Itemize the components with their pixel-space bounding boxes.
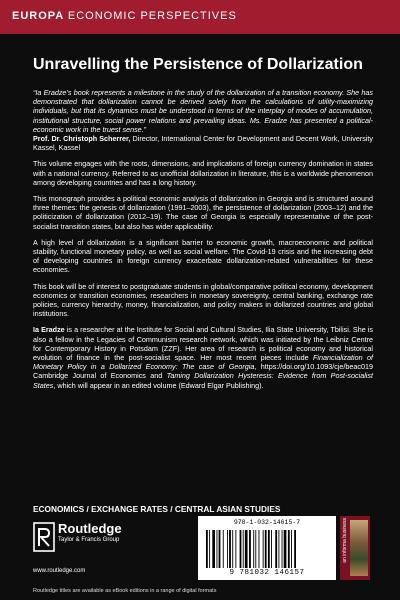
- ebook-badge: [340, 516, 370, 580]
- isbn-barcode: [198, 516, 336, 580]
- publisher-logo: [58, 521, 122, 543]
- description-paragraph-2: This monograph provides a political economic analysis of dollarization in Georgia and is structured around three themes: the genesis of dollarization (1991–2003), the persistence of dollarization (2003–12) and the politicization of dollarization (2012–19). The case of Georgia is especially representative of the post-socialist transition states, but also has wider applicability.: [33, 194, 373, 231]
- ebook-image: [350, 520, 368, 576]
- publisher-name: Routledge: [58, 521, 122, 536]
- bio-italic-2: Taming Dollarization Hysteresis: Evidence from Post-socialist States: [33, 371, 373, 390]
- endorser-name: Prof. Dr. Christoph Scherrer,: [33, 134, 131, 144]
- bio-text-2: , https://doi.org/10.1093/cje/beac019 Cambridge Journal of Economics and: [33, 362, 374, 381]
- barcode-bars: [206, 530, 328, 568]
- endorser-affiliation: Director, International Center for Development and Decent Work, University Kassel, Kassel: [33, 134, 374, 153]
- description-paragraph-3: A high level of dollarization is a significant barrier to economic growth, macroeconomic and political stability, functional monetary policy, as well as social welfare. The Covid-19 crisis and the increasing debt of developing countries in foreign currency exacerbate dollarization-related vulnerabilities for these economies.: [33, 237, 373, 275]
- isbn-top-text: 978-1-032-14615-7: [233, 519, 301, 526]
- bio-italic-1: Financialization of Monetary Policy in a Dollarized Economy: The case of Georgia: [33, 353, 373, 372]
- ebook-footer-note: Routledge titles are available as eBook editions in a range of digital formats: [33, 588, 217, 594]
- author-name: Ia Eradze: [33, 325, 65, 335]
- book-title: Unravelling the Persistence of Dollarization: [33, 56, 363, 73]
- series-name: [12, 10, 237, 22]
- series-band: [0, 0, 400, 34]
- series-name-bold: EUROPA: [12, 10, 64, 22]
- endorsement-quote: “Ia Eradze’s book represents a milestone in the study of the dollarization of a transition economy. She has demonstrated that dollarization cannot be derived solely from the calculations of utility-maximizing individuals, but that its dynamics must be understood in terms of the interplay of modes of accumulation, institutional structure, social power relations and prevailing ideas. Ms. Eradze has presented a political-economic work in the truest sense.”: [33, 88, 373, 134]
- endorsement: [33, 88, 373, 152]
- bio-text-3: , which will appear in an edited volume (Edward Elgar Publishing).: [53, 380, 264, 390]
- subject-categories: ECONOMICS / EXCHANGE RATES / CENTRAL ASIAN STUDIES: [33, 504, 281, 514]
- publisher-url: www.routledge.com: [33, 568, 86, 574]
- description-paragraph-4: This book will be of interest to postgraduate students in global/comparative political economy, development economics or transition economies, researchers in monetary sovereignty, central banking, exchange rate policies, currency hierarchy, money, financialization, and policy makers in dollarized countries and global institutions.: [33, 281, 373, 319]
- isbn-bottom-text: 9 781032 146157: [229, 569, 305, 577]
- author-bio: [33, 325, 373, 389]
- bio-text-1: is a researcher at the Institute for Social and Cultural Studies, Ilia State University, Tbilisi. She is also a fellow in the Legacies of Communism research network, which was initiated by the Leibniz Centre for Contemporary History in Potsdam (ZZF). Her area of research is political economy and historical evolution of finance in the post-socialist space. Her most recent pieces include: [33, 325, 373, 363]
- ebook-label: an informa business: [342, 518, 348, 563]
- publisher-subtitle: Taylor & Francis Group: [58, 537, 120, 543]
- series-name-rest: ECONOMIC PERSPECTIVES: [67, 10, 237, 22]
- back-cover-text: [33, 88, 373, 397]
- description-paragraph-1: This volume engages with the roots, dimensions, and implications of foreign currency domination in states with a national currency. Referred to as unofficial dollarization in literature, this is a worldwide phenomenon among developing countries and has a long history.: [33, 159, 373, 187]
- routledge-logo-icon: [33, 522, 55, 552]
